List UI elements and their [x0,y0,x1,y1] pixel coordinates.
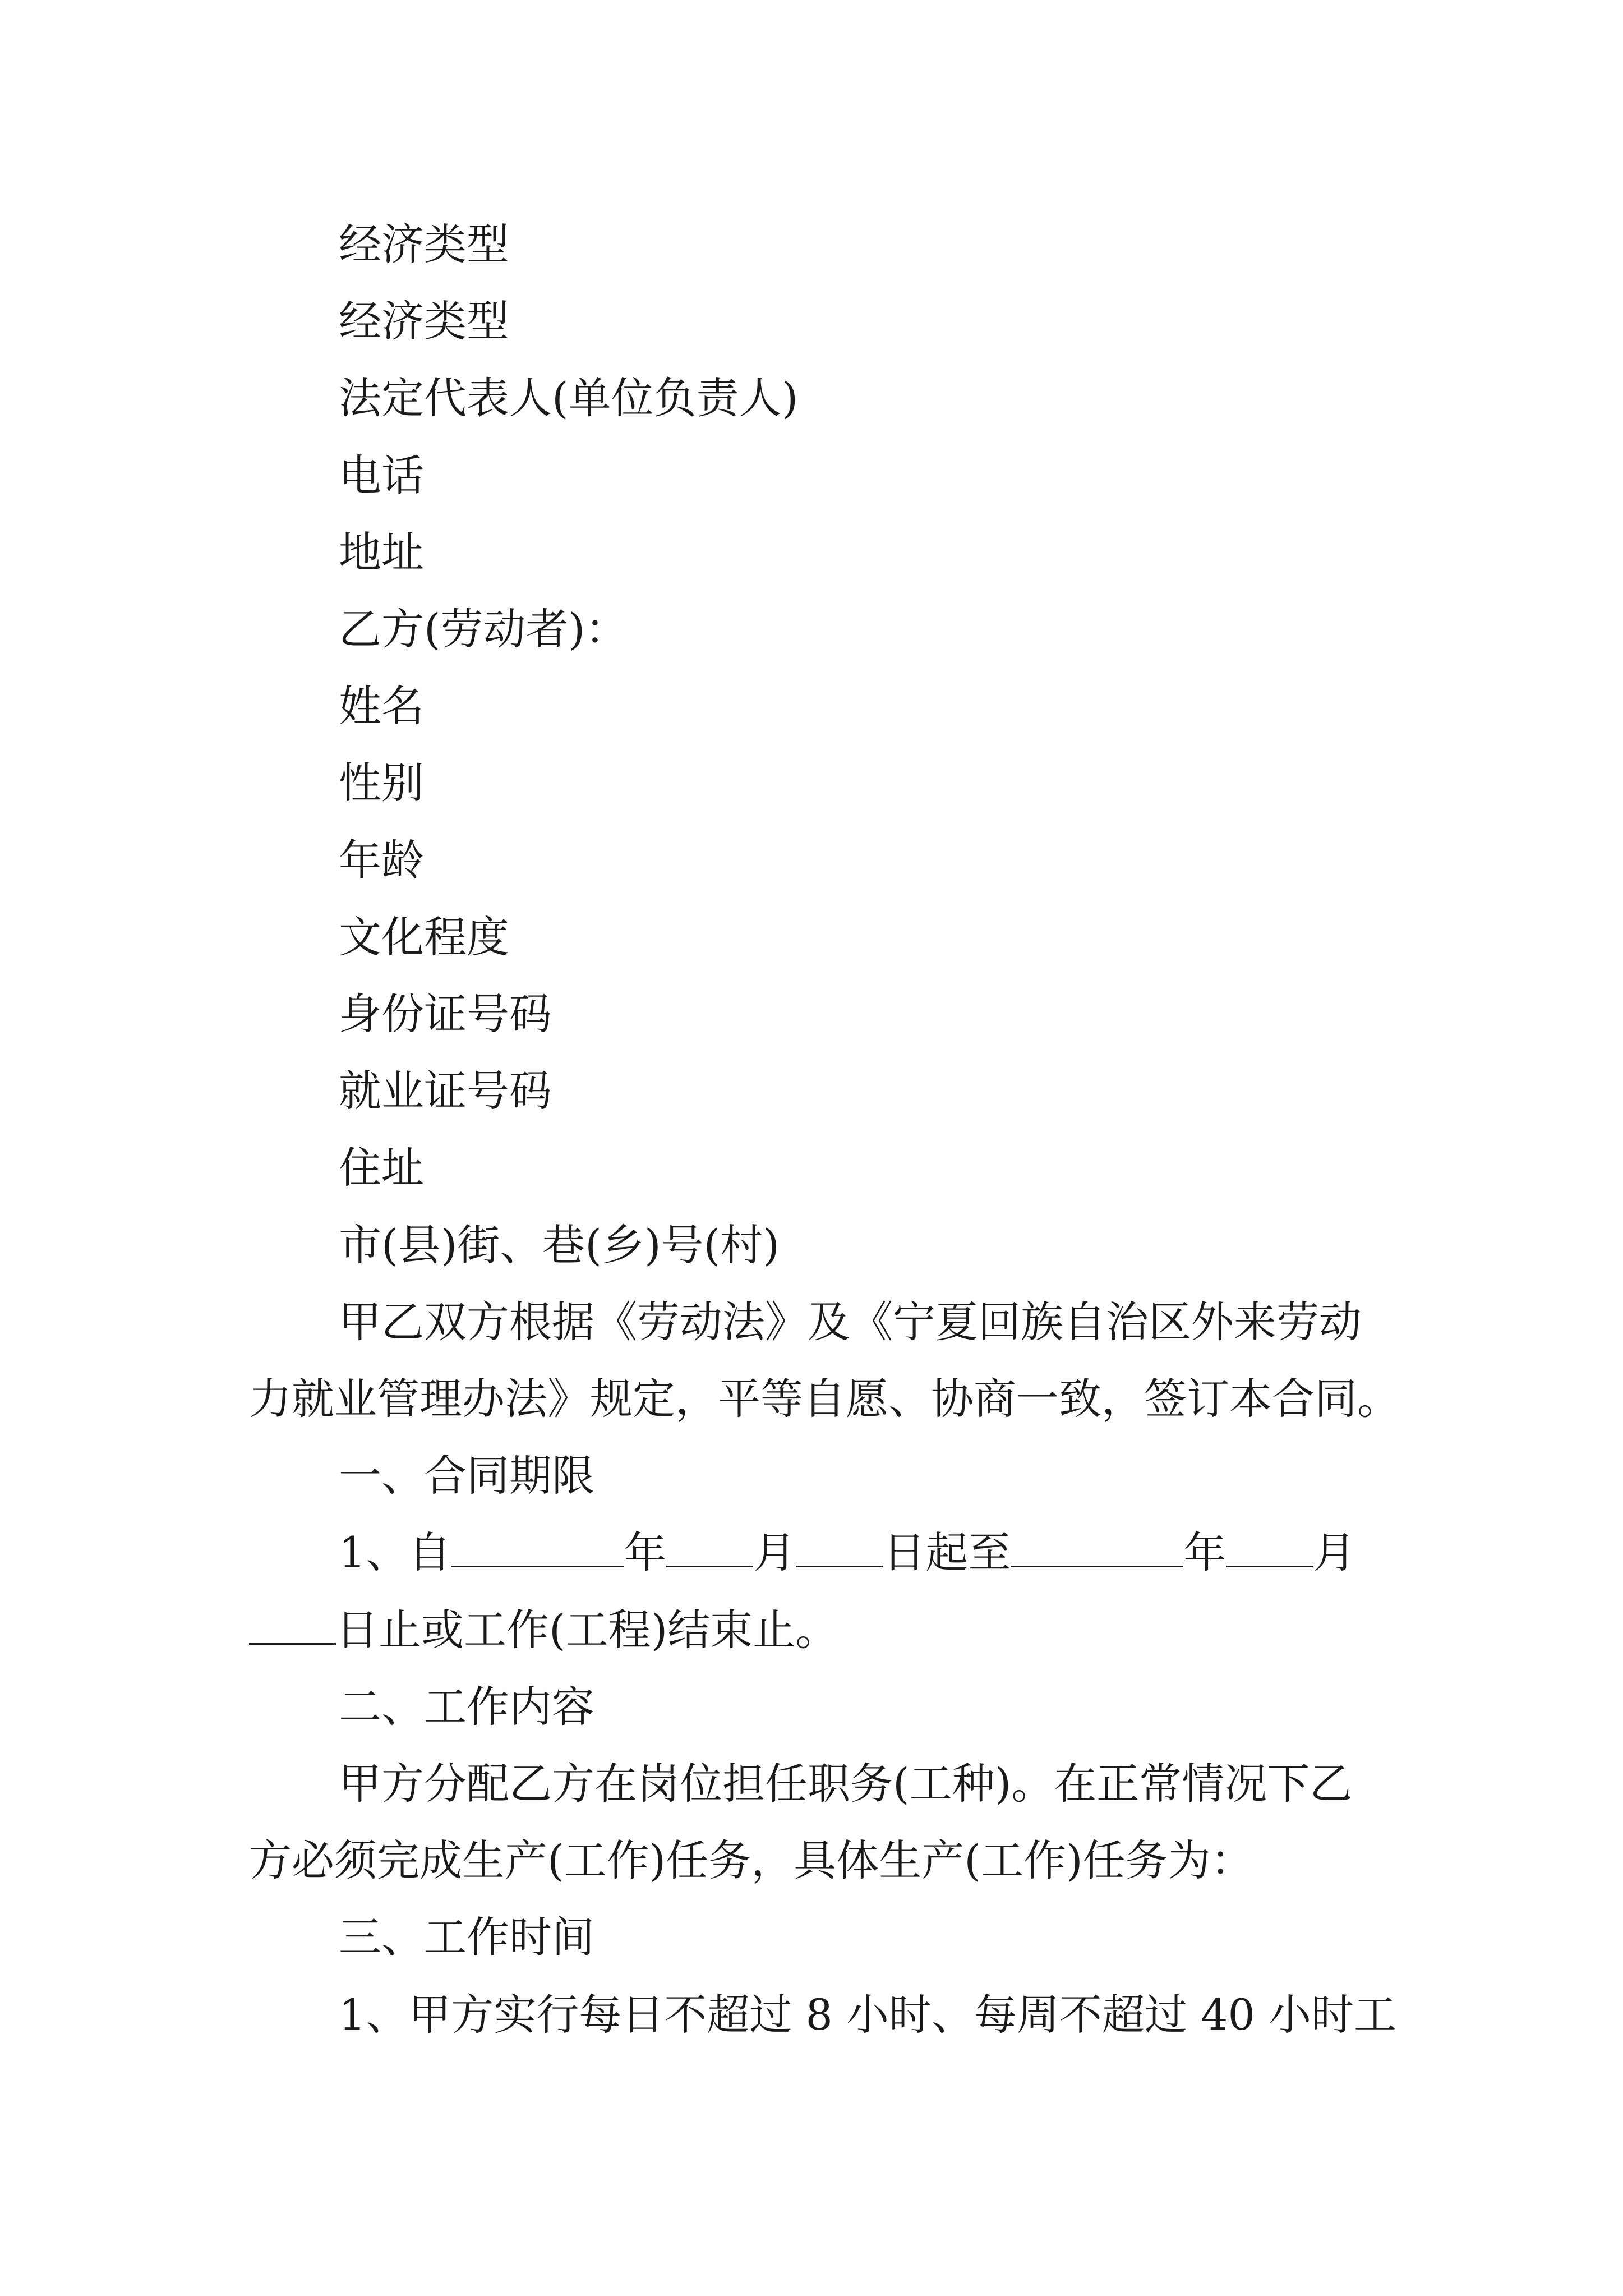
economic-type-label-2: 经济类型 [339,296,509,346]
end-month-blank [1226,1565,1313,1567]
employment-cert-label: 就业证号码 [339,1066,552,1116]
start-day-blank [796,1565,883,1567]
legal-representative-label: 法定代表人(单位负责人) [339,373,799,423]
term-clause-prefix: 1、自 [339,1527,451,1577]
employee-heading: 乙方(劳动者)： [339,604,628,654]
end-day-blank [249,1642,336,1645]
term-clause-line-2 [249,1605,838,1655]
education-label: 文化程度 [339,912,509,962]
start-month-blank [666,1565,753,1567]
phone-label: 电话 [339,450,424,500]
start-month-label: 月 [753,1527,796,1577]
id-number-label: 身份证号码 [339,989,552,1039]
end-year-label: 年 [1183,1527,1227,1577]
end-day-label: 日止或工作(工程)结束止。 [336,1605,838,1655]
end-year-blank [1011,1565,1183,1567]
work-content-line-2: 方必须完成生产(工作)任务，具体生产(工作)任务为： [249,1835,1253,1885]
preamble-line-1: 甲乙双方根据《劳动法》及《宁夏回族自治区外来劳动 [339,1297,1362,1347]
age-label: 年龄 [339,835,424,885]
term-clause-line-1 [339,1527,1356,1577]
residence-label: 住址 [339,1143,424,1193]
section-2-heading: 二、工作内容 [339,1682,594,1732]
start-day-label: 日起至 [883,1527,1011,1577]
working-hours-clause-1: 1、甲方实行每日不超过 8 小时、每周不超过 40 小时工 [339,1990,1397,2040]
section-3-heading: 三、工作时间 [339,1912,594,1962]
work-content-line-1: 甲方分配乙方在岗位担任职务(工种)。在正常情况下乙 [339,1759,1353,1809]
gender-label: 性别 [339,758,424,808]
start-year-label: 年 [624,1527,667,1577]
preamble-line-2: 力就业管理办法》规定，平等自愿、协商一致，签订本合同。 [249,1374,1400,1424]
name-label: 姓名 [339,681,424,731]
address-label: 地址 [339,527,424,577]
end-month-label: 月 [1313,1527,1356,1577]
start-year-blank [451,1565,624,1567]
residence-detail: 市(县)街、巷(乡)号(村) [339,1220,780,1270]
economic-type-label: 经济类型 [339,219,509,269]
section-1-heading: 一、合同期限 [339,1451,594,1501]
